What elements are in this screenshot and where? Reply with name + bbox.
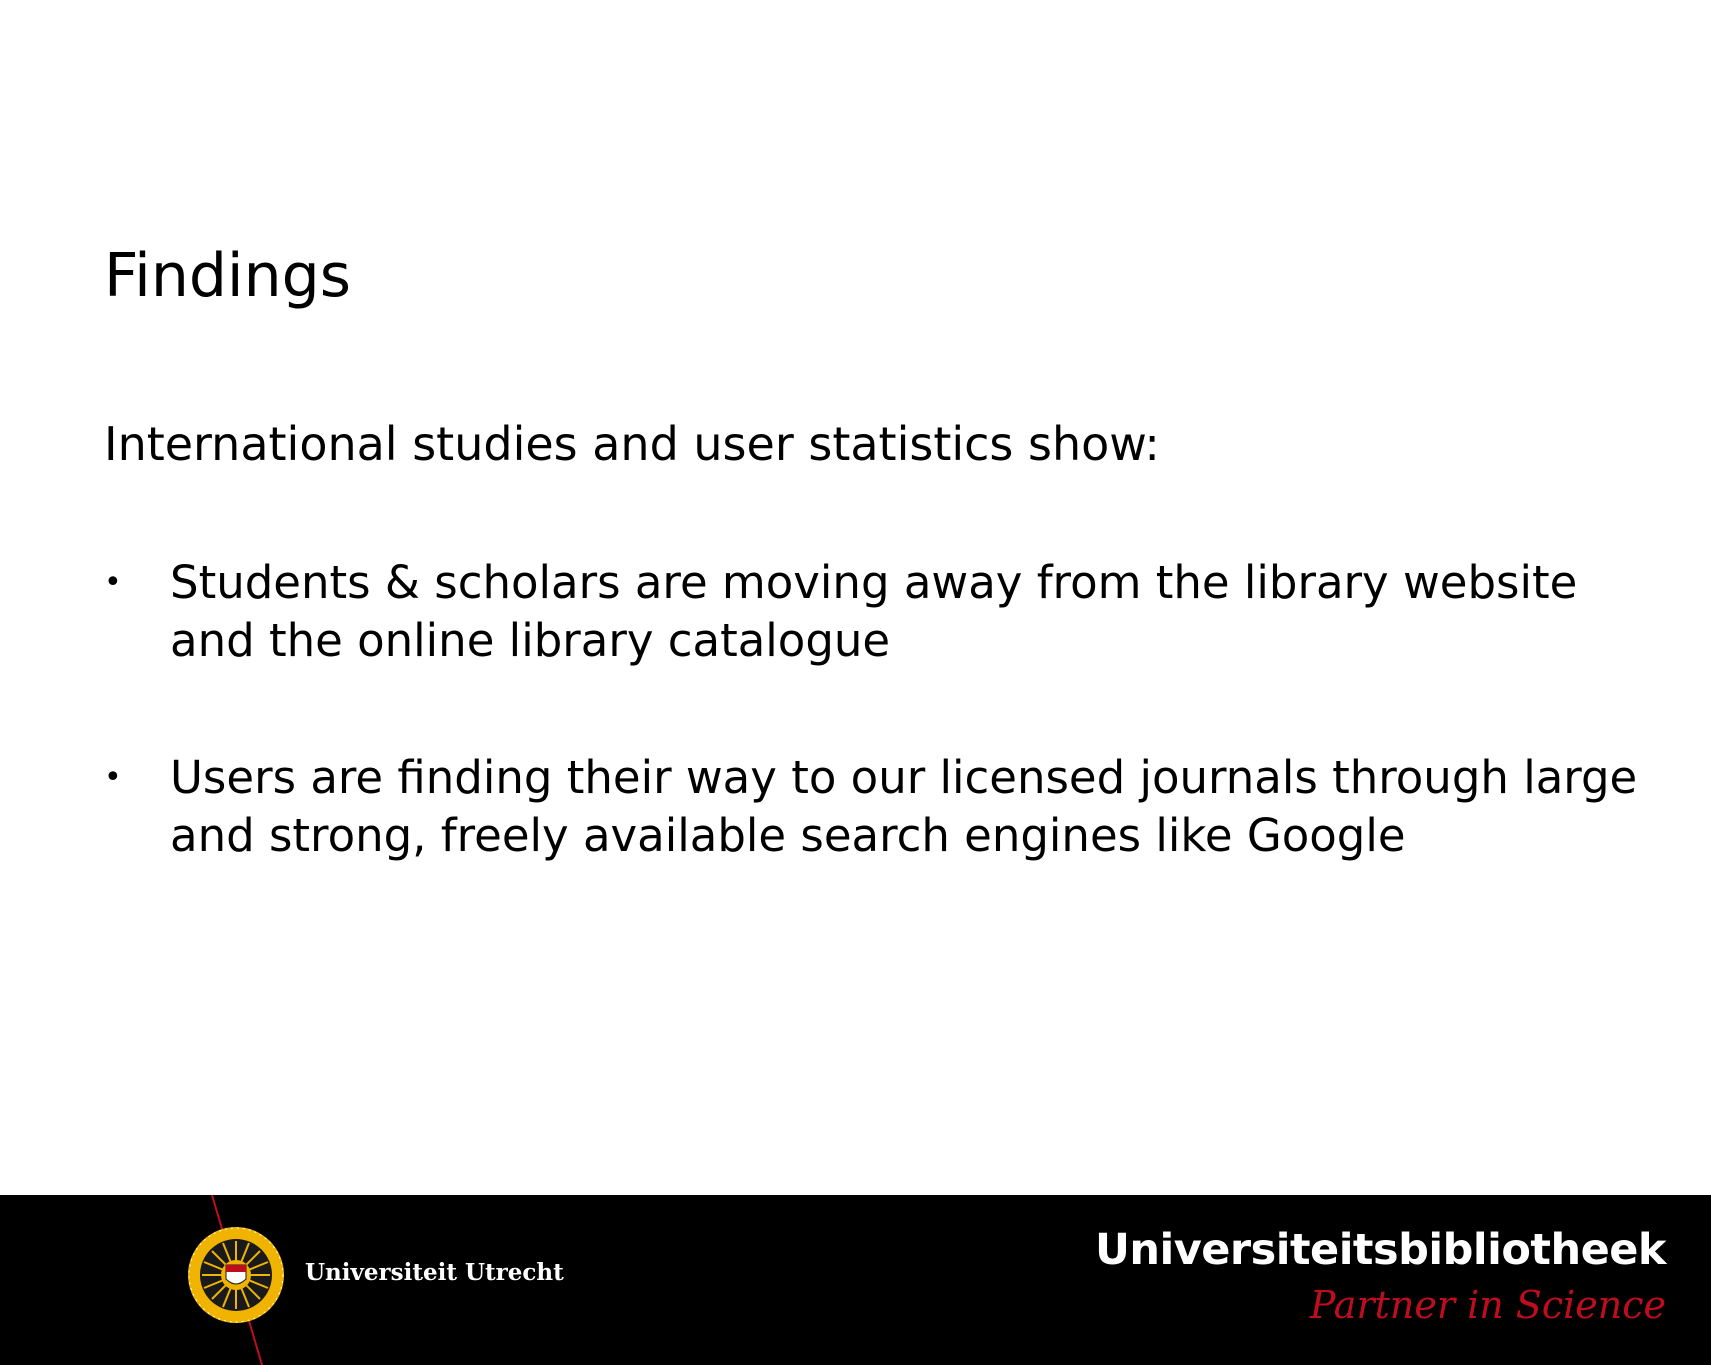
- university-name: Universiteit Utrecht: [305, 1259, 564, 1286]
- slide-title: Findings: [104, 241, 351, 311]
- bullet-marker: •: [104, 760, 122, 795]
- bullet-text: Users are finding their way to our licensed journals through large and strong, freely available search engines like Google: [170, 751, 1638, 862]
- library-name: Universiteitsbibliotheek: [1094, 1225, 1666, 1275]
- bullet-item: [104, 749, 1664, 864]
- bullet-marker: •: [104, 565, 122, 600]
- intro-text: International studies and user statistics show:: [104, 417, 1160, 471]
- bullet-item: [104, 554, 1664, 669]
- footer-bar: [0, 1195, 1711, 1365]
- bullet-list: [104, 554, 1664, 944]
- bullet-text: Students & scholars are moving away from the library website and the online library catalogue: [170, 556, 1578, 667]
- library-tagline: Partner in Science: [1309, 1283, 1666, 1327]
- university-seal-icon: [186, 1225, 286, 1325]
